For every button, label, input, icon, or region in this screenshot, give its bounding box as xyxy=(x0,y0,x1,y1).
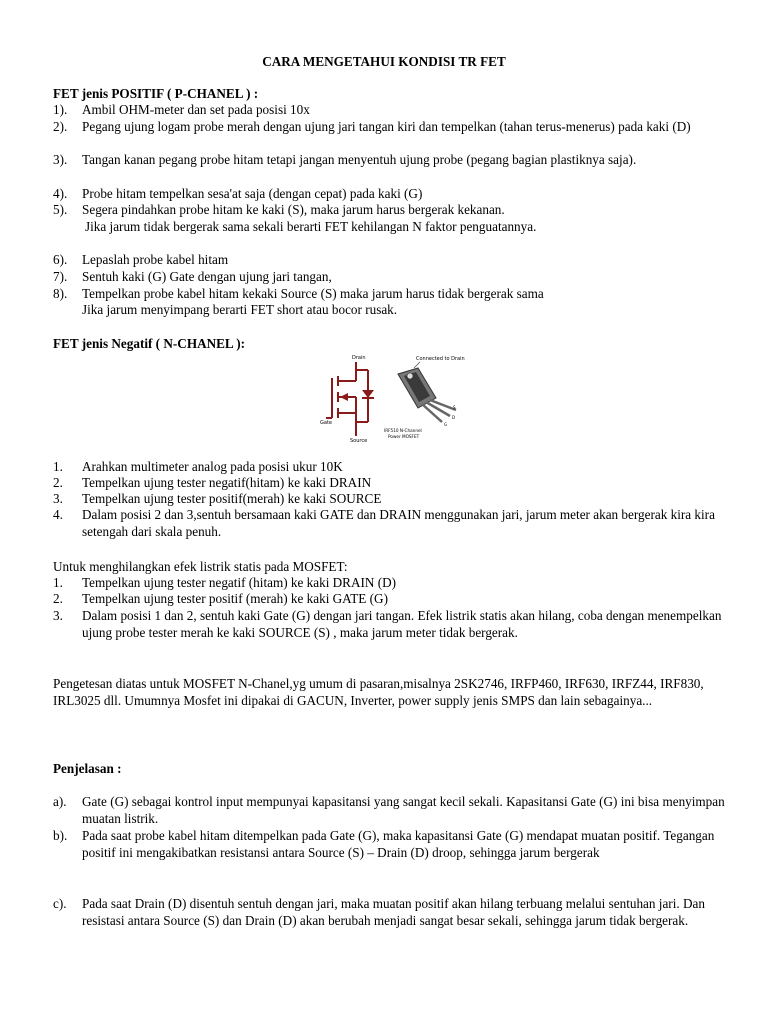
list-number: 1. xyxy=(53,575,63,590)
pin-g-label: G xyxy=(444,422,448,427)
list-text: Dalam posisi 1 dan 2, sentuh kaki Gate (G) dengan jari tangan. Efek listrik statis akan hilang, coba dengan menempelkan ujung probe tester merah ke kaki SOURCE (S) , maka jarum meter tidak bergerak. xyxy=(82,608,722,640)
list-number: 3). xyxy=(53,152,68,167)
section-heading-n-channel: FET jenis Negatif ( N-CHANEL ): xyxy=(53,336,246,351)
list-number: 4. xyxy=(53,507,63,522)
list-item xyxy=(53,186,743,203)
list-item xyxy=(53,608,743,641)
list-text: Pada saat probe kabel hitam ditempelkan pada Gate (G), maka kapasitansi Gate (G) mendapat muatan positif. Tegangan positif ini mengakibatkan resistansi antara Source (S) – Drain (D) droop, sehingga jarum bergerak xyxy=(82,828,715,860)
list-text: Jika jarum tidak bergerak sama sekali berarti FET kehilangan N faktor penguatannya. xyxy=(85,219,537,234)
list-number: 5). xyxy=(53,202,68,217)
static-intro: Untuk menghilangkan efek listrik statis pada MOSFET: xyxy=(53,559,348,574)
connected-label: Connected to Drain xyxy=(416,356,465,362)
list-text: Lepaslah probe kabel hitam xyxy=(82,252,229,267)
list-item xyxy=(53,102,743,119)
list-text: Tempelkan ujung tester positif (merah) ke kaki GATE (G) xyxy=(82,591,388,606)
list-item xyxy=(53,252,743,269)
list-number: 1). xyxy=(53,102,68,117)
list-number: 3. xyxy=(53,491,63,506)
list-number: 2. xyxy=(53,591,63,606)
list-item xyxy=(53,794,743,827)
list-number: 1. xyxy=(53,459,63,474)
list-text: Ambil OHM-meter dan set pada posisi 10x xyxy=(82,102,310,117)
list-text: Pegang ujung logam probe merah dengan ujung jari tangan kiri dan tempelkan (tahan terus-menerus) pada kaki (D) xyxy=(82,119,691,134)
list-number: b). xyxy=(53,828,68,843)
list-number: 3. xyxy=(53,608,63,623)
list-item xyxy=(53,591,743,608)
list-text: Sentuh kaki (G) Gate dengan ujung jari tangan, xyxy=(82,269,332,284)
list-item xyxy=(53,575,743,592)
list-item xyxy=(53,269,743,286)
list-text: Pada saat Drain (D) disentuh sentuh dengan jari, maka muatan positif akan hilang terbuang melalui sentuhan jari. Dan resistasi antara Source (S) dan Drain (D) akan berubah menjadi sangat besar sekali, sehingga jarum tidak bergerak. xyxy=(82,896,705,928)
list-item xyxy=(53,828,743,861)
list-text: Gate (G) sebagai kontrol input mempunyai kapasitansi yang sangat kecil sekali. Kapasitansi Gate (G) ini bisa menyimpan muatan listrik. xyxy=(82,794,725,826)
list-item xyxy=(53,152,743,169)
list-text: Tempelkan probe kabel hitam kekaki Source (S) maka jarum harus tidak bergerak sama xyxy=(82,286,544,301)
list-item xyxy=(53,459,743,476)
page-title: CARA MENGETAHUI KONDISI TR FET xyxy=(262,54,506,69)
list-item xyxy=(53,219,743,236)
list-number: 6). xyxy=(53,252,68,267)
list-item xyxy=(53,491,743,508)
list-text: Tempelkan ujung tester positif(merah) ke kaki SOURCE xyxy=(82,491,382,506)
pin-d-label: D xyxy=(452,415,456,420)
list-text: Tempelkan ujung tester negatif(hitam) ke kaki DRAIN xyxy=(82,475,372,490)
list-item xyxy=(53,896,743,929)
list-text: Arahkan multimeter analog pada posisi ukur 10K xyxy=(82,459,343,474)
note-paragraph: Pengetesan diatas untuk MOSFET N-Chanel,yg umum di pasaran,misalnya 2SK2746, IRFP460, IRF630, IRFZ44, IRF830, IRL3025 dll. Umumnya Mosfet ini dipakai di GACUN, Inverter, power supply jenis SMPS dan lain sebagainya... xyxy=(53,676,704,708)
explain-heading: Penjelasan : xyxy=(53,761,122,776)
list-item xyxy=(53,507,743,540)
mosfet-figure xyxy=(318,352,466,444)
list-text: Jika jarum menyimpang berarti FET short atau bocor rusak. xyxy=(82,302,398,317)
list-number: 8). xyxy=(53,286,68,301)
list-text: Probe hitam tempelkan sesa'at saja (dengan cepat) pada kaki (G) xyxy=(82,186,423,201)
list-item xyxy=(53,286,743,303)
mosfet-diagram xyxy=(318,352,466,444)
list-item xyxy=(53,119,743,136)
transistor-package-icon xyxy=(398,368,456,422)
section-heading-p-channel: FET jenis POSITIF ( P-CHANEL ) : xyxy=(53,86,259,101)
list-text: Tangan kanan pegang probe hitam tetapi jangan menyentuh ujung probe (pegang bagian plastiknya saja). xyxy=(82,152,637,167)
drain-label: Drain xyxy=(352,355,366,361)
pin-s-label: S xyxy=(453,405,456,410)
list-text: Dalam posisi 2 dan 3,sentuh bersamaan kaki GATE dan DRAIN menggunakan jari, jarum meter akan bergerak kira kira setengah dari skala penuh. xyxy=(82,507,715,539)
list-number: a). xyxy=(53,794,67,809)
list-number: 2). xyxy=(53,119,68,134)
part-label-2: Power MOSFET xyxy=(388,434,420,439)
list-number: c). xyxy=(53,896,67,911)
list-number: 4). xyxy=(53,186,68,201)
list-text: Tempelkan ujung tester negatif (hitam) ke kaki DRAIN (D) xyxy=(82,575,397,590)
list-number: 7). xyxy=(53,269,68,284)
source-label: Source xyxy=(350,438,368,444)
list-item xyxy=(53,302,743,319)
gate-label: Gate xyxy=(320,420,332,426)
list-item xyxy=(53,202,743,219)
list-text: Segera pindahkan probe hitam ke kaki (S), maka jarum harus bergerak kekanan. xyxy=(82,202,505,217)
list-number: 2. xyxy=(53,475,63,490)
part-label-1: IRF510 N-Channel xyxy=(384,428,422,433)
list-item xyxy=(53,475,743,492)
